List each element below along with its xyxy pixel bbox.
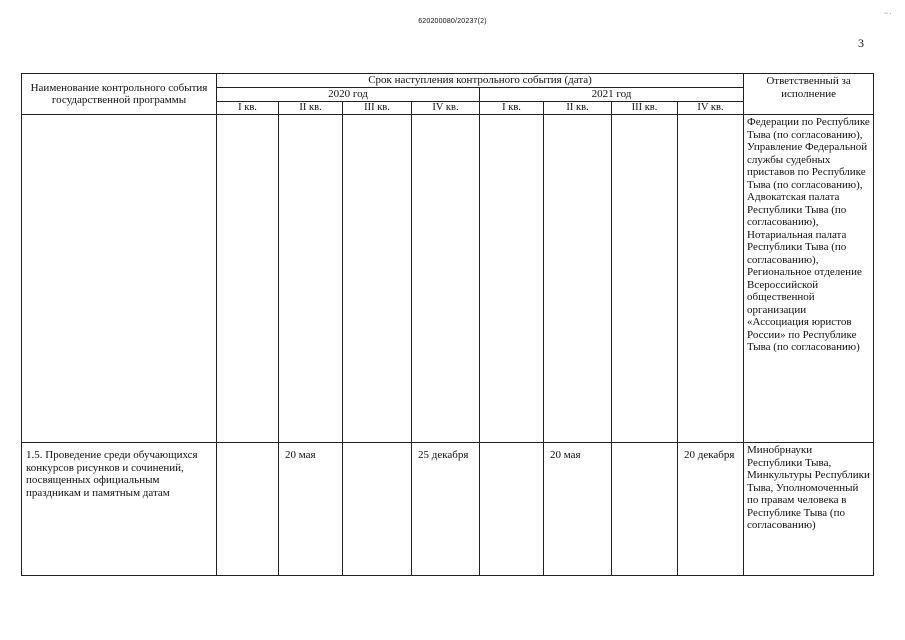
- date-cell: [544, 115, 612, 443]
- header-quarter: III кв.: [343, 102, 412, 115]
- date-cell: 20 мая: [544, 443, 612, 576]
- responsible-cell: Федерации по Республике Тыва (по согласованию), Управление Федеральной службы судебных приставов по Республике Тыва (по согласованию), Адвокатская палата Республики Тыва (по согласованию), Нотариальная палата Республики Тыва (по согласованию), Региональное отделение Всероссийской общественной организации «Ассоциация юристов России» по Республике Тыва (по согласованию): [744, 115, 874, 443]
- header-quarter: II кв.: [544, 102, 612, 115]
- date-cell: [678, 115, 744, 443]
- document-code: 620200080/20237(2): [418, 18, 487, 25]
- header-date-group: Срок наступления контрольного события (дата): [217, 74, 744, 88]
- date-cell: [343, 443, 412, 576]
- date-cell: 20 мая: [279, 443, 343, 576]
- header-year-2021: 2021 год: [480, 88, 744, 102]
- date-cell: 25 декабря: [412, 443, 480, 576]
- header-quarter: IV кв.: [678, 102, 744, 115]
- date-cell: [343, 115, 412, 443]
- event-name-cell: [22, 115, 217, 443]
- date-cell: [480, 115, 544, 443]
- header-quarter: III кв.: [612, 102, 678, 115]
- date-cell: [217, 443, 279, 576]
- date-cell: [612, 115, 678, 443]
- date-cell: [279, 115, 343, 443]
- header-responsible: Ответственный за исполнение: [744, 74, 874, 115]
- date-cell: [480, 443, 544, 576]
- header-quarter: II кв.: [279, 102, 343, 115]
- table-row: [22, 443, 874, 576]
- date-cell: [612, 443, 678, 576]
- date-cell: 20 декабря: [678, 443, 744, 576]
- header-quarter: I кв.: [217, 102, 279, 115]
- header-quarter: IV кв.: [412, 102, 480, 115]
- header-year-2020: 2020 год: [217, 88, 480, 102]
- page-number: 3: [858, 36, 864, 50]
- control-events-table: [21, 73, 874, 576]
- date-cell: [217, 115, 279, 443]
- event-name-cell: 1.5. Проведение среди обучающихся конкурсов рисунков и сочинений, посвященных официальным праздникам и памятным датам: [22, 443, 217, 576]
- header-quarter: I кв.: [480, 102, 544, 115]
- table-row: [22, 115, 874, 443]
- responsible-cell: Минобрнауки Республики Тыва, Минкультуры Республики Тыва, Уполномоченный по правам человека в Республике Тыва (по согласованию): [744, 443, 874, 576]
- corner-scan-mark: ~ ·: [884, 10, 892, 18]
- header-event-name: Наименование контрольного события государственной программы: [22, 74, 217, 115]
- date-cell: [412, 115, 480, 443]
